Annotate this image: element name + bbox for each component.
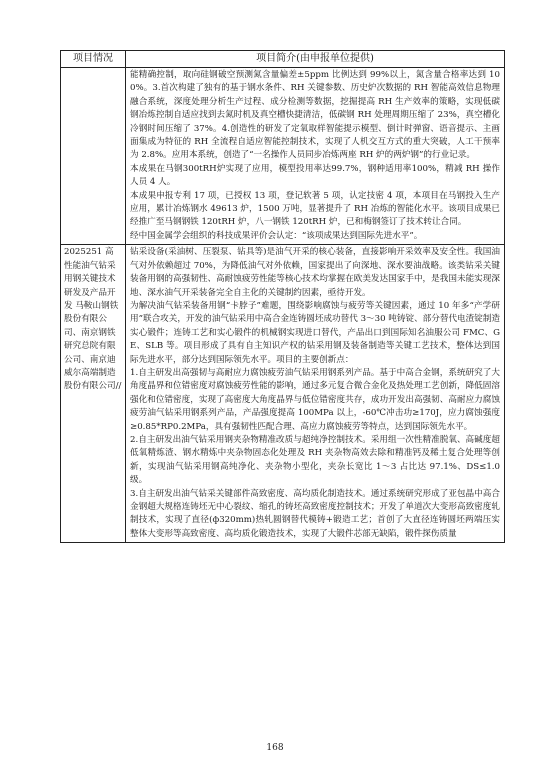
project-id-name-units: 2025251 高性能油气钻采用钢关键技术研发及产品开发 马鞍山钢铁股份有限公司、南京钢铁研究总院有限公司、南京迪威尔高端制造股份有限公司// bbox=[64, 247, 122, 392]
row2-project-info-cell bbox=[61, 245, 126, 543]
row1-paragraph: 经中国金属学会组织的科技成果评价会认定：“该项成果达到国际先进水平”。 bbox=[130, 230, 423, 241]
project-table bbox=[60, 50, 505, 543]
row2-paragraph: 钻采设备(采油树、压裂泵、钻具等)是油气开采的核心装备，直接影响开采效率及安全性。我国油气对外依赖超过 70%，为降低油气对外依赖，国家提出了向深地、深水要油战略。该类钻采关键装备用钢的高强韧性、高耐蚀疲劳性能等核心技术均掌握在欧美发达国家手中，是我国未能实现深地、深水油气开采装备完全自主化的关键制约因素，亟待开发。 bbox=[130, 247, 500, 298]
header-project-situation: 项目情况 bbox=[61, 51, 126, 68]
row2-paragraph: 2.自主研发出油气钻采用钢夹杂物精准改质与超纯净控制技术。采用组一次性精准脱氧、高碱度超低氧精炼渣、钢水精炼中夹杂物固态化处理及 RH 夹杂物高效去除和精准钙及稀土复合处理等创新，实现油气钻采用钢高纯净化、夹杂物小型化，夹杂长宽比 1～3 占比达 97.1%、DS≤1.0 级。 bbox=[130, 434, 500, 486]
row1-paragraph: 本成果申报专利 17 项，已授权 13 项，登记软著 5 项，认定技密 4 项，本项目在马钢投入生产应用，累计冶炼钢水 49613 炉，1500 万吨，显著提升了 RH 冶炼的智能化水平。该项目成果已经推广至马钢钢铁 120tRH 炉，八一钢铁 120tRH 炉，已和梅钢签订了技术转让合同。 bbox=[130, 190, 500, 228]
page-number: 168 bbox=[266, 743, 284, 753]
row2-summary-cell bbox=[126, 245, 505, 543]
table-header-row bbox=[61, 51, 505, 68]
header-project-summary: 项目简介(由申报单位提供) bbox=[126, 51, 505, 68]
row2-paragraph: 1.自主研发出高强韧与高耐应力腐蚀疲劳油气钻采用钢系列产品。基于中高合金钢，系统研究了大角度晶界和位错密度对腐蚀疲劳性能的影响，通过多元复合微合金化及热处理工艺创新，降低固溶强化和位错密度，实现了高密度大角度晶界与低位错密度共存，成功开发出高强韧、高耐应力腐蚀疲劳油气钻采用钢系列产品，产品强度提高 100MPa 以上，-60℃冲击功≥170J，应力腐蚀强度≥0.85*RP0.2MPa，具有强韧性匹配合理、高应力腐蚀疲劳等特点，达到国际领先水平。 bbox=[130, 367, 500, 432]
row2-paragraph: 3.自主研发出油气钻采关键部件高致密度、高均质化制造技术。通过系统研究形成了亚包晶中高合金钢超大规格连铸坯无中心裂纹、缩孔的铸坯高致密度控制技术；开发了单道次大变形高致密度轧制技术，实现了直径(ф320mm)热轧圆钢替代模铸+锻造工艺；首创了大直径连铸圆坯两端压实整体大变形等高致密度、高均质化锻造技术，实现了大锻件芯部无缺陷，锻件探伤质量 bbox=[130, 488, 500, 539]
row2-paragraph: 为解决油气钻采装备用钢“卡脖子”难题，围绕影响腐蚀与疲劳等关键因素，通过 10 年多“产学研用”联合攻关，开发的油气钻采用中高合金连铸圆坯成功替代 3～30 吨铸锭、部分替代电渣锭制造实心锻件；连铸工艺和实心锻件的机械钢实现进口替代，产品出口到国际知名油服公司 FMC、GE、SLB 等。项目形成了具有自主知识产权的钻采用钢及装备制造等关键工艺技术，整体达到国际先进水平，部分达到国际领先水平。项目的主要创新点： bbox=[130, 300, 501, 365]
table-row bbox=[61, 245, 505, 543]
row1-paragraph: 能精确控制，取向硅钢破空预测氮含量偏差±5ppm 比例达到 99%以上，氮含量合格率达到 100%。3.首次构建了独有的基于钢水条件、RH 关键参数、历史炉次数据的 RH 智能高效信息物理融合系统，深度处理分析生产过程、成分检测等数据，挖掘提高 RH 生产效率的策略，实现低碳钢冶炼控制自适应找到去氮时机及真空槽快捷清洁，低碳钢 RH 处理周期压缩了 23%，真空槽化冷钢时间压缩了 37%。4.创造性的研发了定氧取样智能提示模型、倒计时弹窗、语音提示、主画面集成为特征的 RH 全流程自适应智能控制技术，实现了人机交互方式的重大突破，人工干预率为 2.8%。应用本系统，创造了“一名操作人员同步冶炼两座 RH 炉的两炉钢”的行业记录。 bbox=[130, 70, 500, 161]
row1-summary-cell bbox=[126, 68, 505, 245]
table-row bbox=[61, 68, 505, 245]
row1-paragraph: 本成果在马钢300tRH炉实现了应用，模型投用率达99.7%，钢种适用率100%，精减 RH 操作人员 4 人。 bbox=[130, 163, 500, 188]
row1-left-cell bbox=[61, 68, 126, 245]
